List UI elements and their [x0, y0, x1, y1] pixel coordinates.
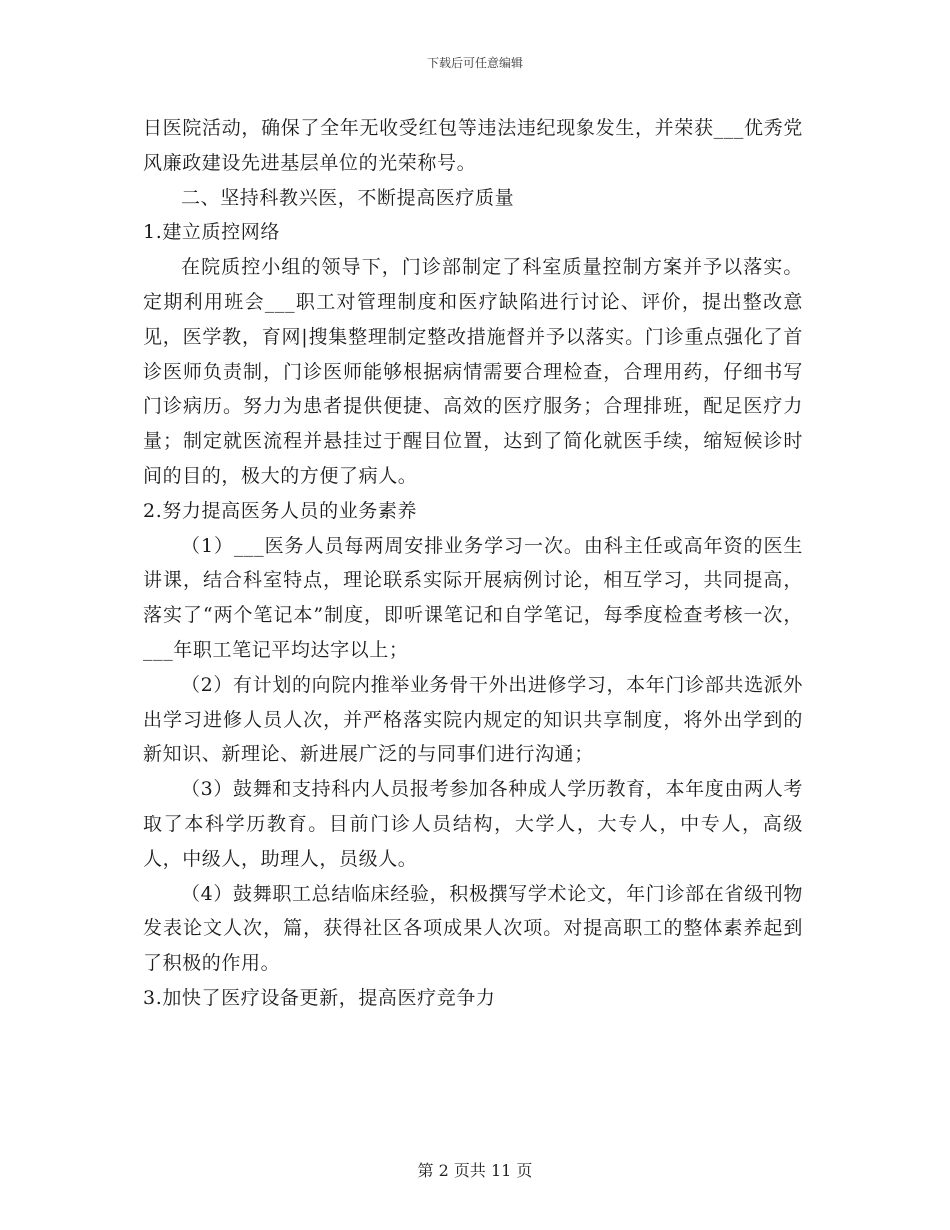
body-paragraph: （1）___医务人员每两周安排业务学习一次。由科主任或高年资的医生讲课，结合科室特点，理论联系实际开展病例讨论，相互学习，共同提高，落实了“两个笔记本”制度，即听课笔记和自学笔记，每季度检查考核一次，___年职工笔记平均达字以上；	[143, 534, 803, 661]
body-paragraph: （3）鼓舞和支持科内人员报考参加各种成人学历教育，本年度由两人考取了本科学历教育。目前门诊人员结构，大学人，大专人，中专人，高级人，中级人，助理人，员级人。	[143, 778, 803, 870]
document-body	[143, 111, 803, 1016]
page-footer: 第 2 页共 11 页	[417, 1161, 533, 1180]
body-paragraph: （2）有计划的向院内推举业务骨干外出进修学习，本年门诊部共选派外出学习进修人员人次，并严格落实院内规定的知识共享制度，将外出学到的新知识、新理论、新进展广泛的与同事们进行沟通；	[143, 673, 803, 766]
section-heading: 二、坚持科教兴医，不断提高医疗质量	[181, 186, 515, 209]
page-header: 下载后可任意编辑	[426, 56, 523, 70]
subsection-heading: 3.加快了医疗设备更新，提高医疗竞争力	[143, 986, 496, 1009]
body-paragraph: （4）鼓舞职工总结临床经验，积极撰写学术论文，年门诊部在省级刊物发表论文人次，篇，获得社区各项成果人次项。对提高职工的整体素养起到了积极的作用。	[143, 882, 803, 975]
body-paragraph: 在院质控小组的领导下，门诊部制定了科室质量控制方案并予以落实。定期利用班会___职工对管理制度和医疗缺陷进行讨论、评价，提出整改意见，医学教，育网|搜集整理制定整改措施督并予以落实。门诊重点强化了首诊医师负责制，门诊医师能够根据病情需要合理检查，合理用药，仔细书写门诊病历。努力为患者提供便捷、高效的医疗服务；合理排班，配足医疗力量；制定就医流程并悬挂过于醒目位置，达到了简化就医手续，缩短候诊时间的目的，极大的方便了病人。	[143, 256, 803, 487]
paragraph-continuation: 日医院活动，确保了全年无收受红包等违法违纪现象发生，并荣获___优秀党风廉政建设先进基层单位的光荣称号。	[143, 117, 803, 174]
subsection-heading: 1.建立质控网络	[143, 221, 280, 244]
subsection-heading: 2.努力提高医务人员的业务素养	[143, 499, 418, 522]
